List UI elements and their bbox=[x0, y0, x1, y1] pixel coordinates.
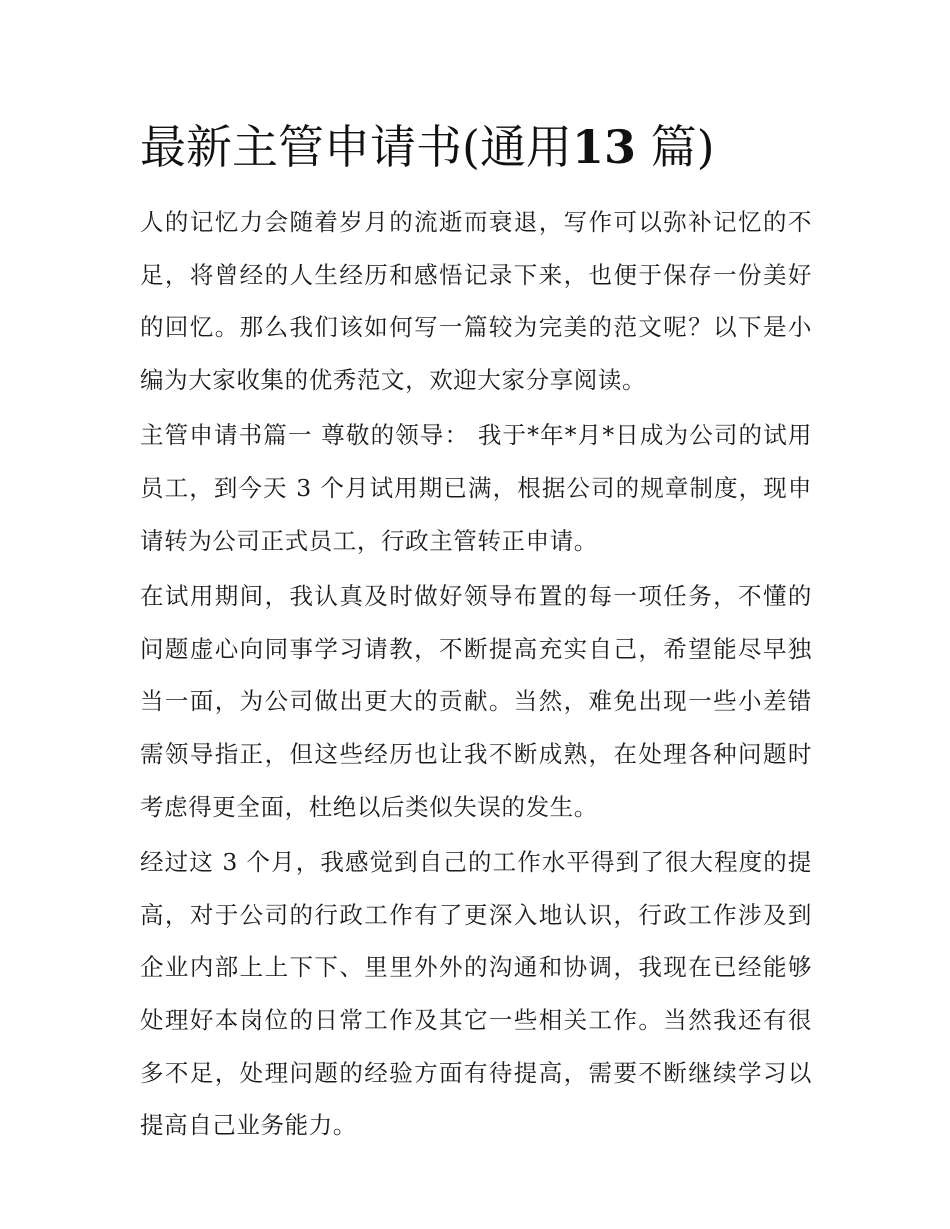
probation-paragraph: 在试用期间，我认真及时做好领导布置的每一项任务，不懂的问题虚心向同事学习请教，不断提高充实自己，希望能尽早独当一面，为公司做出更大的贡献。当然，难免出现一些小差错需领导指正，但这些经历也让我不断成熟，在处理各种问题时考虑得更全面，杜绝以后类似失误的发生。 bbox=[140, 582, 812, 821]
title-suffix: 篇) bbox=[650, 120, 715, 174]
title-prefix: 最新主管申请书(通用 bbox=[140, 120, 572, 174]
document-title bbox=[140, 116, 840, 178]
title-number: 13 bbox=[571, 120, 636, 174]
intro-paragraph: 人的记忆力会随着岁月的流逝而衰退，写作可以弥补记忆的不足，将曾经的人生经历和感悟记录下来，也便于保存一份美好的回忆。那么我们该如何写一篇较为完美的范文呢？以下是小编为大家收集的优秀范文，欢迎大家分享阅读。 bbox=[140, 208, 812, 394]
progress-paragraph: 经过这 3 个月，我感觉到自己的工作水平得到了很大程度的提高，对于公司的行政工作有了更深入地认识，行政工作涉及到企业内部上上下下、里里外外的沟通和协调，我现在已经能够处理好本岗位的日常工作及其它一些相关工作。当然我还有很多不足，处理问题的经验方面有待提高，需要不断继续学习以提高自己业务能力。 bbox=[140, 848, 812, 1140]
document-body bbox=[140, 196, 812, 1155]
salutation-paragraph: 主管申请书篇一 尊敬的领导： 我于*年*月*日成为公司的试用员工，到今天 3 个月试用期已满，根据公司的规章制度，现申请转为公司正式员工，行政主管转正申请。 bbox=[140, 421, 812, 555]
